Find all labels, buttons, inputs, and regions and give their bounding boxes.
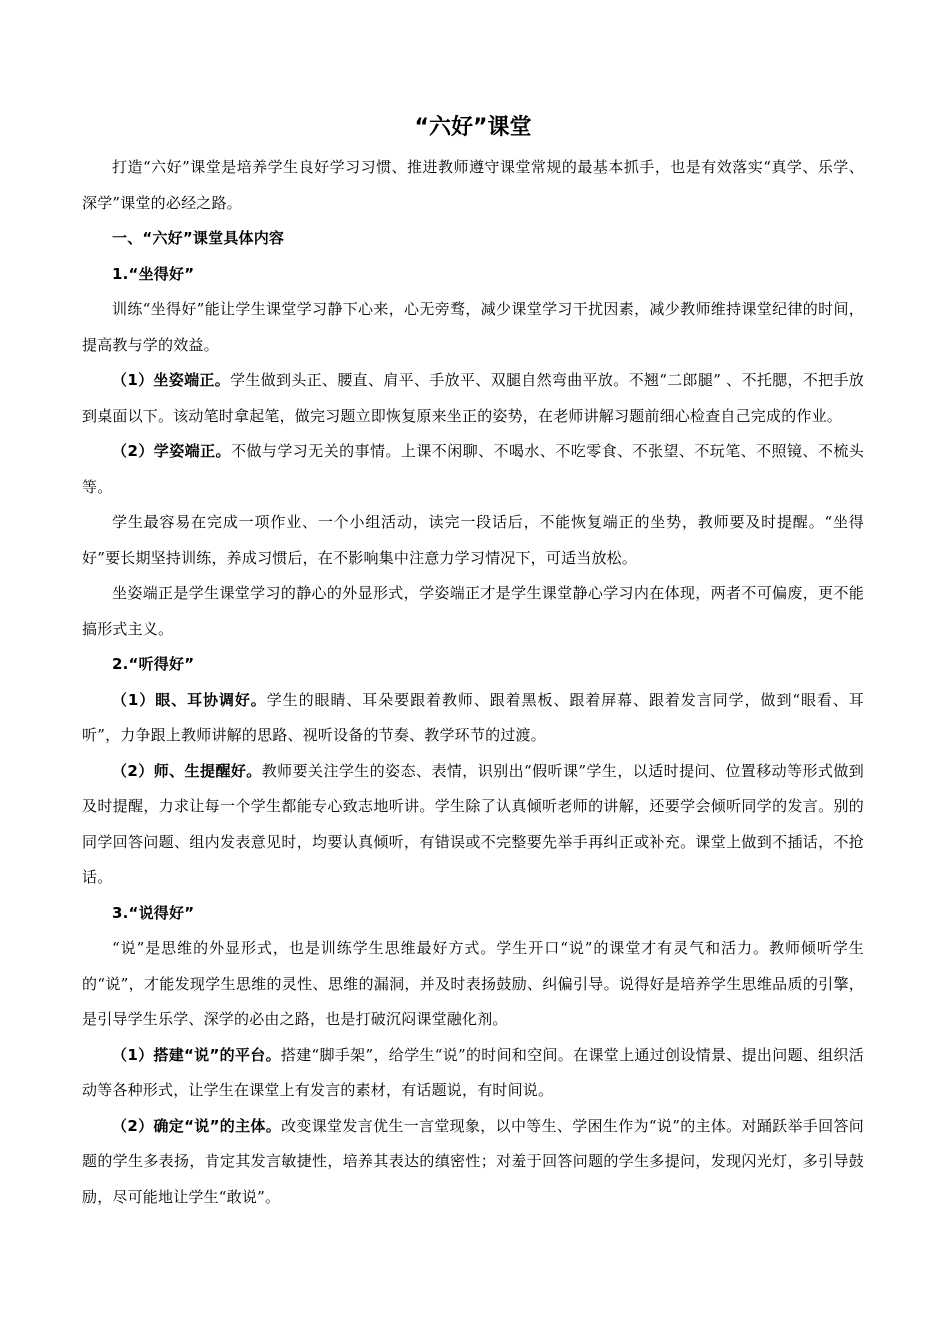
sub-paragraph [82,1109,864,1216]
sub-text: 学生的眼睛、耳朵要跟着教师、跟着黑板、跟着屏幕、跟着发言同学，做到“眼看、耳听”，力争跟上教师讲解的思路、视听设备的节奏、教学环节的过渡。 [82,690,864,744]
sub-paragraph [82,683,864,754]
sub-label: （1）坐姿端正。 [112,371,231,389]
sub-label: （1）搭建“说”的平台。 [112,1045,281,1064]
paragraph: 学生最容易在完成一项作业、一个小组活动，读完一段话后，不能恢复端正的坐势，教师要及时提醒。“坐得好”要长期坚持训练，养成习惯后，在不影响集中注意力学习情况下，可适当放松。 [82,513,864,567]
sub-text: 不做与学习无关的事情。上课不闲聊、不喝水、不吃零食、不张望、不玩笔、不照镜、不梳头等。 [82,442,864,496]
sub-text: 学生做到头正、腰直、肩平、手放平、双腿自然弯曲平放。不翘“二郎腿” 、不托腮，不把手放到桌面以下。该动笔时拿起笔，做完习题立即恢复原来坐正的姿势，在老师讲解习题前细心检查自己完成的作业。 [82,371,864,425]
sub-label: （2）确定“说”的主体。 [112,1116,282,1135]
item-heading-sit: 1.“坐得好” [112,264,195,283]
sub-label: （2）学姿端正。 [112,442,231,460]
sub-paragraph [82,363,864,434]
item-heading-listen: 2.“听得好” [112,655,195,673]
intro-paragraph: 打造“六好”课堂是培养学生良好学习习惯、推进教师遵守课堂常规的最基本抓手，也是有效落实“真学、乐学、深学”课堂的必经之路。 [82,158,864,212]
paragraph: “说”是思维的外显形式，也是训练学生思维最好方式。学生开口“说”的课堂才有灵气和活力。教师倾听学生的“说”，才能发现学生思维的灵性、思维的漏洞，并及时表扬鼓励、纠偏引导。说得好是培养学生思维品质的引擎，是引导学生乐学、深学的必由之路，也是打破沉闷课堂融化剂。 [82,939,864,1028]
document-title: “六好”课堂 [414,115,532,140]
section-heading: 一、“六好”课堂具体内容 [112,229,285,247]
sub-text: 教师要关注学生的姿态、表情，识别出“假听课”学生，以适时提问、位置移动等形式做到及时提醒，力求让每一个学生都能专心致志地听讲。学生除了认真倾听老师的讲解，还要学会倾听同学的发言。别的同学回答问题、组内发表意见时，均要认真倾听，有错误或不完整要先举手再纠正或补充。课堂上做到不插话，不抢话。 [82,761,864,886]
paragraph: 坐姿端正是学生课堂学习的静心的外显形式，学姿端正才是学生课堂静心学习内在体现，两者不可偏废，更不能搞形式主义。 [82,584,864,638]
paragraph: 训练“坐得好”能让学生课堂学习静下心来，心无旁骛，减少课堂学习干扰因素，减少教师维持课堂纪律的时间，提高教与学的效益。 [82,300,864,354]
sub-text: 改变课堂发言优生一言堂现象，以中等生、学困生作为“说”的主体。对踊跃举手回答问题的学生多表扬，肯定其发言敏捷性，培养其表达的缜密性；对羞于回答问题的学生多提问，发现闪光灯，多引导鼓励，尽可能地让学生“敢说”。 [82,1116,864,1206]
sub-paragraph [82,434,864,505]
item-heading-speak: 3.“说得好” [112,903,195,922]
sub-label: （1）眼、耳协调好。 [112,690,267,709]
document-page [82,108,864,1215]
sub-paragraph [82,754,864,896]
sub-label: （2）师、生提醒好。 [112,761,262,780]
sub-paragraph [82,1038,864,1109]
sub-text: 搭建“脚手架”，给学生“说”的时间和空间。在课堂上通过创设情景、提出问题、组织活动等各种形式，让学生在课堂上有发言的素材，有话题说，有时间说。 [82,1045,864,1099]
